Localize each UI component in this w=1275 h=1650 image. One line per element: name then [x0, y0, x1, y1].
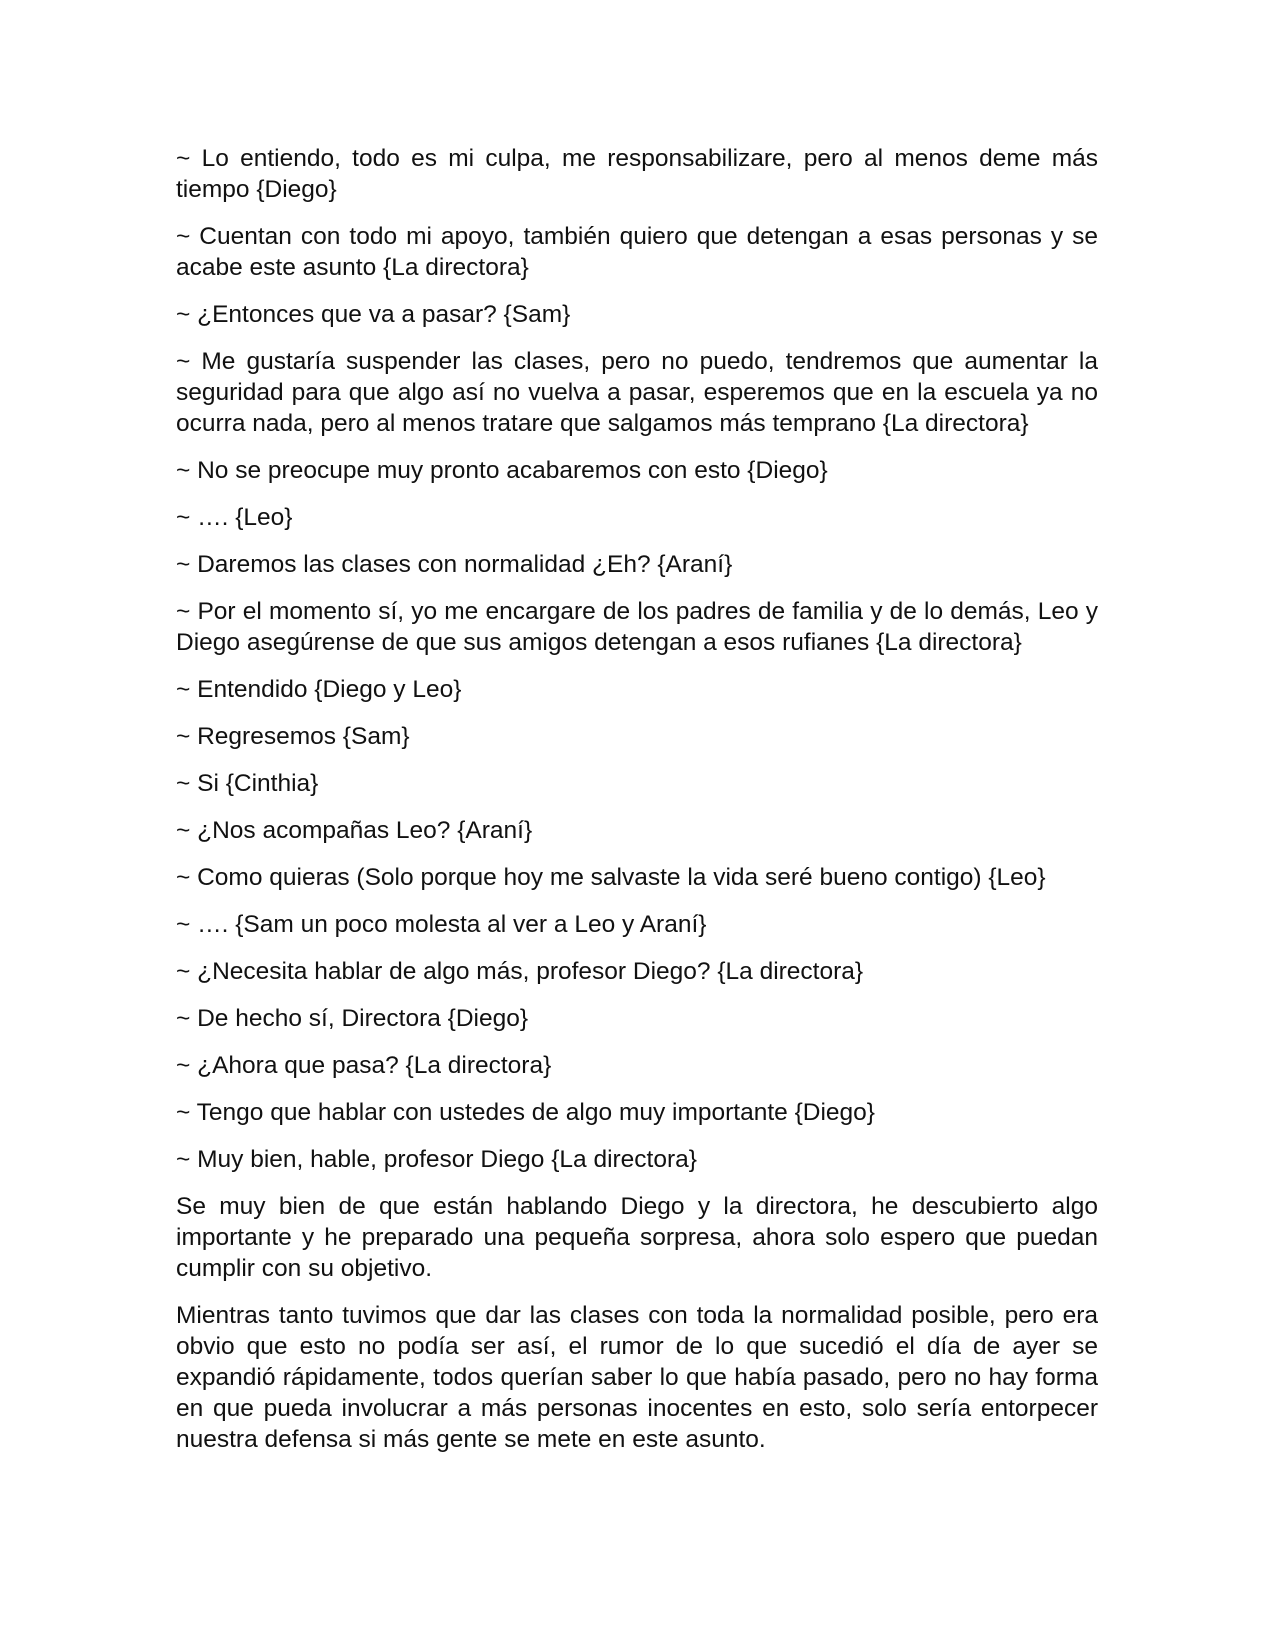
- dialogue-paragraph: ~ ¿Ahora que pasa? {La directora}: [176, 1052, 552, 1079]
- dialogue-paragraph: ~ Lo entiendo, todo es mi culpa, me responsabilizare, pero al menos deme más tiempo {Diego}: [176, 145, 1098, 203]
- dialogue-paragraph: ~ No se preocupe muy pronto acabaremos con esto {Diego}: [176, 457, 828, 484]
- dialogue-paragraph: ~ ¿Entonces que va a pasar? {Sam}: [176, 301, 571, 328]
- dialogue-paragraph: ~ Por el momento sí, yo me encargare de los padres de familia y de lo demás, Leo y Diego asegúrense de que sus amigos detengan a esos rufianes {La directora}: [176, 598, 1098, 656]
- dialogue-paragraph: ~ Daremos las clases con normalidad ¿Eh? {Araní}: [176, 551, 733, 578]
- dialogue-paragraph: ~ Cuentan con todo mi apoyo, también quiero que detengan a esas personas y se acabe este asunto {La directora}: [176, 223, 1098, 281]
- dialogue-paragraph: ~ De hecho sí, Directora {Diego}: [176, 1005, 529, 1032]
- dialogue-paragraph: ~ ¿Nos acompañas Leo? {Araní}: [176, 817, 533, 844]
- narrative-paragraph: Mientras tanto tuvimos que dar las clases con toda la normalidad posible, pero era obvio que esto no podía ser así, el rumor de lo que sucedió el día de ayer se expandió rápidamente, todos querían saber lo que había pasado, pero no hay forma en que pueda involucrar a más personas inocentes en esto, solo sería entorpecer nuestra defensa si más gente se mete en este asunto.: [176, 1302, 1098, 1453]
- dialogue-paragraph: ~ Tengo que hablar con ustedes de algo muy importante {Diego}: [176, 1099, 875, 1126]
- dialogue-paragraph: ~ Entendido {Diego y Leo}: [176, 676, 462, 703]
- dialogue-paragraph: ~ Si {Cinthia}: [176, 770, 319, 797]
- dialogue-paragraph: ~ …. {Leo}: [176, 504, 293, 531]
- dialogue-paragraph: ~ Como quieras (Solo porque hoy me salvaste la vida seré bueno contigo) {Leo}: [176, 864, 1046, 891]
- dialogue-paragraph: ~ ¿Necesita hablar de algo más, profesor Diego? {La directora}: [176, 958, 864, 985]
- dialogue-paragraph: ~ Muy bien, hable, profesor Diego {La directora}: [176, 1146, 697, 1173]
- document-page: [176, 143, 1098, 1471]
- dialogue-paragraph: ~ Me gustaría suspender las clases, pero no puedo, tendremos que aumentar la seguridad para que algo así no vuelva a pasar, esperemos que en la escuela ya no ocurra nada, pero al menos tratare que salgamos más temprano {La directora}: [176, 348, 1098, 437]
- dialogue-paragraph: ~ Regresemos {Sam}: [176, 723, 410, 750]
- narrative-paragraph: Se muy bien de que están hablando Diego y la directora, he descubierto algo importante y he preparado una pequeña sorpresa, ahora solo espero que puedan cumplir con su objetivo.: [176, 1193, 1098, 1282]
- dialogue-paragraph: ~ …. {Sam un poco molesta al ver a Leo y Araní}: [176, 911, 707, 938]
